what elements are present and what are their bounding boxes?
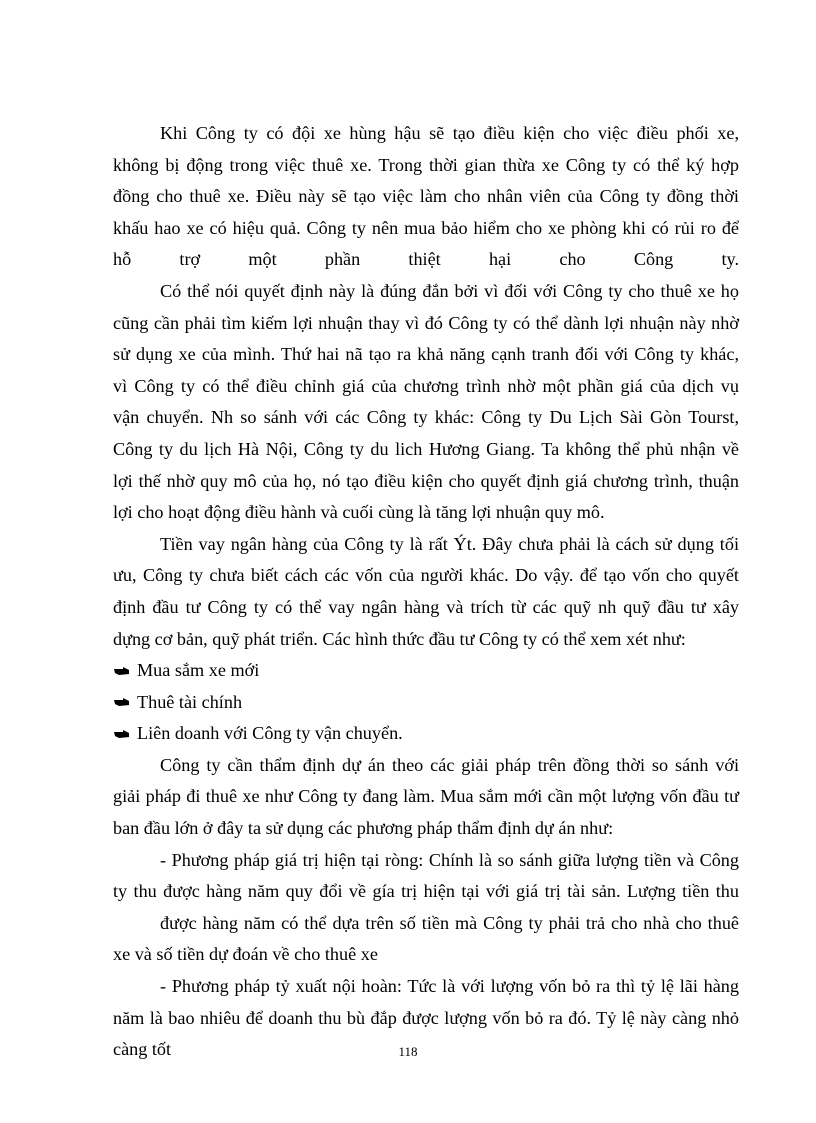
text-line: xe và số tiền dự đoán về cho thuê xe — [113, 944, 378, 965]
bullet-item — [113, 655, 739, 687]
text-line: ty thu được hàng năm quy đổi về gía trị hiện tại với giá trị tài sản. Lượng tiền thu — [113, 881, 739, 902]
text-line: ban đầu lớn ở đây ta sử dụng các phương pháp thẩm định dự án như: — [113, 818, 614, 839]
text-line: càng tốt — [113, 1039, 172, 1060]
text-line: hỗ trợ một phần thiệt hại cho Công ty. — [113, 249, 739, 270]
text-line: lợi thế nhờ quy mô của họ, nó tạo điều kiện cho quyết định giá chương trình, thuận — [113, 470, 739, 491]
text-line: giải pháp đi thuê xe như Công ty đang làm. Mua sắm mới cần một lượng vốn đầu tư — [113, 786, 739, 807]
page-number: 118 — [398, 1044, 418, 1059]
text-line: ưu, Công ty chưa biết cách các vốn của người khác. Do vậy. để tạo vốn cho quyết — [113, 565, 739, 586]
text-line: định đầu tư Công ty có thể vay ngân hàng và trích từ các quỹ nh quỹ đầu tư xây — [113, 596, 739, 617]
bullet-item — [113, 687, 739, 719]
bullet-text: Mua sắm xe mới — [137, 660, 260, 681]
text-line: không bị động trong việc thuê xe. Trong thời gian thừa xe Công ty có thể ký hợp — [113, 154, 739, 175]
text-line: năm là bao nhiêu để doanh thu bù đắp được lượng vốn bỏ ra đó. Tỷ lệ này càng nhỏ — [113, 1007, 739, 1028]
text-line: cũng cần phải tìm kiếm lợi nhuận thay vì đó Công ty có thể dành lợi nhuận này nhờ — [113, 312, 739, 333]
text-line: sử dụng xe của mình. Thứ hai nã tạo ra khả năng cạnh tranh đối với Công ty khác, — [113, 344, 739, 365]
text-line: vận chuyển. Nh so sánh với các Công ty khác: Công ty Du Lịch Sài Gòn Tourst, — [113, 407, 739, 428]
text-line: - Phương pháp giá trị hiện tại ròng: Chính là so sánh giữa lượng tiền và Công — [160, 849, 739, 870]
text-line: dựng cơ bản, quỹ phát triển. Các hình thức đầu tư Công ty có thể xem xét như: — [113, 628, 686, 649]
bullet-item — [113, 718, 739, 750]
bullet-text: Liên doanh với Công ty vận chuyển. — [137, 723, 403, 744]
text-line: Khi Công ty có đội xe hùng hậu sẽ tạo điều kiện cho việc điều phối xe, — [160, 123, 739, 143]
document-body — [113, 118, 739, 1066]
pointing-hand-icon — [113, 728, 131, 740]
text-line: đồng cho thuê xe. Điều này sẽ tạo việc làm cho nhân viên của Công ty đồng thời — [113, 186, 739, 207]
text-line: Công ty cần thẩm định dự án theo các giải pháp trên đồng thời so sánh với — [160, 754, 739, 775]
bullet-text: Thuê tài chính — [137, 691, 243, 712]
text-line: - Phương pháp tỷ xuất nội hoàn: Tức là với lượng vốn bỏ ra thì tỷ lệ lãi hàng — [160, 976, 739, 997]
text-line: được hàng năm có thể dựa trên số tiền mà Công ty phải trả cho nhà cho thuê — [160, 912, 739, 933]
text-line: lợi cho hoạt động điều hành và cuối cùng là tăng lợi nhuận quy mô. — [113, 502, 605, 523]
text-line: khấu hao xe có hiệu quả. Công ty nên mua bảo hiểm cho xe phòng khi có rủi ro để — [113, 217, 739, 238]
text-line: Tiền vay ngân hàng của Công ty là rất Ýt. Đây chưa phải là cách sử dụng tối — [160, 533, 739, 554]
pointing-hand-icon — [113, 665, 131, 677]
text-line: Công ty du lịch Hà Nội, Công ty du lich Hương Giang. Ta không thể phủ nhận về — [113, 438, 739, 459]
pointing-hand-icon — [113, 696, 131, 708]
text-line: vì Công ty có thể điều chỉnh giá của chương trình nhờ một phần giá của dịch vụ — [113, 375, 739, 396]
text-line: Có thể nói quyết định này là đúng đắn bởi vì đối với Công ty cho thuê xe họ — [160, 280, 739, 301]
